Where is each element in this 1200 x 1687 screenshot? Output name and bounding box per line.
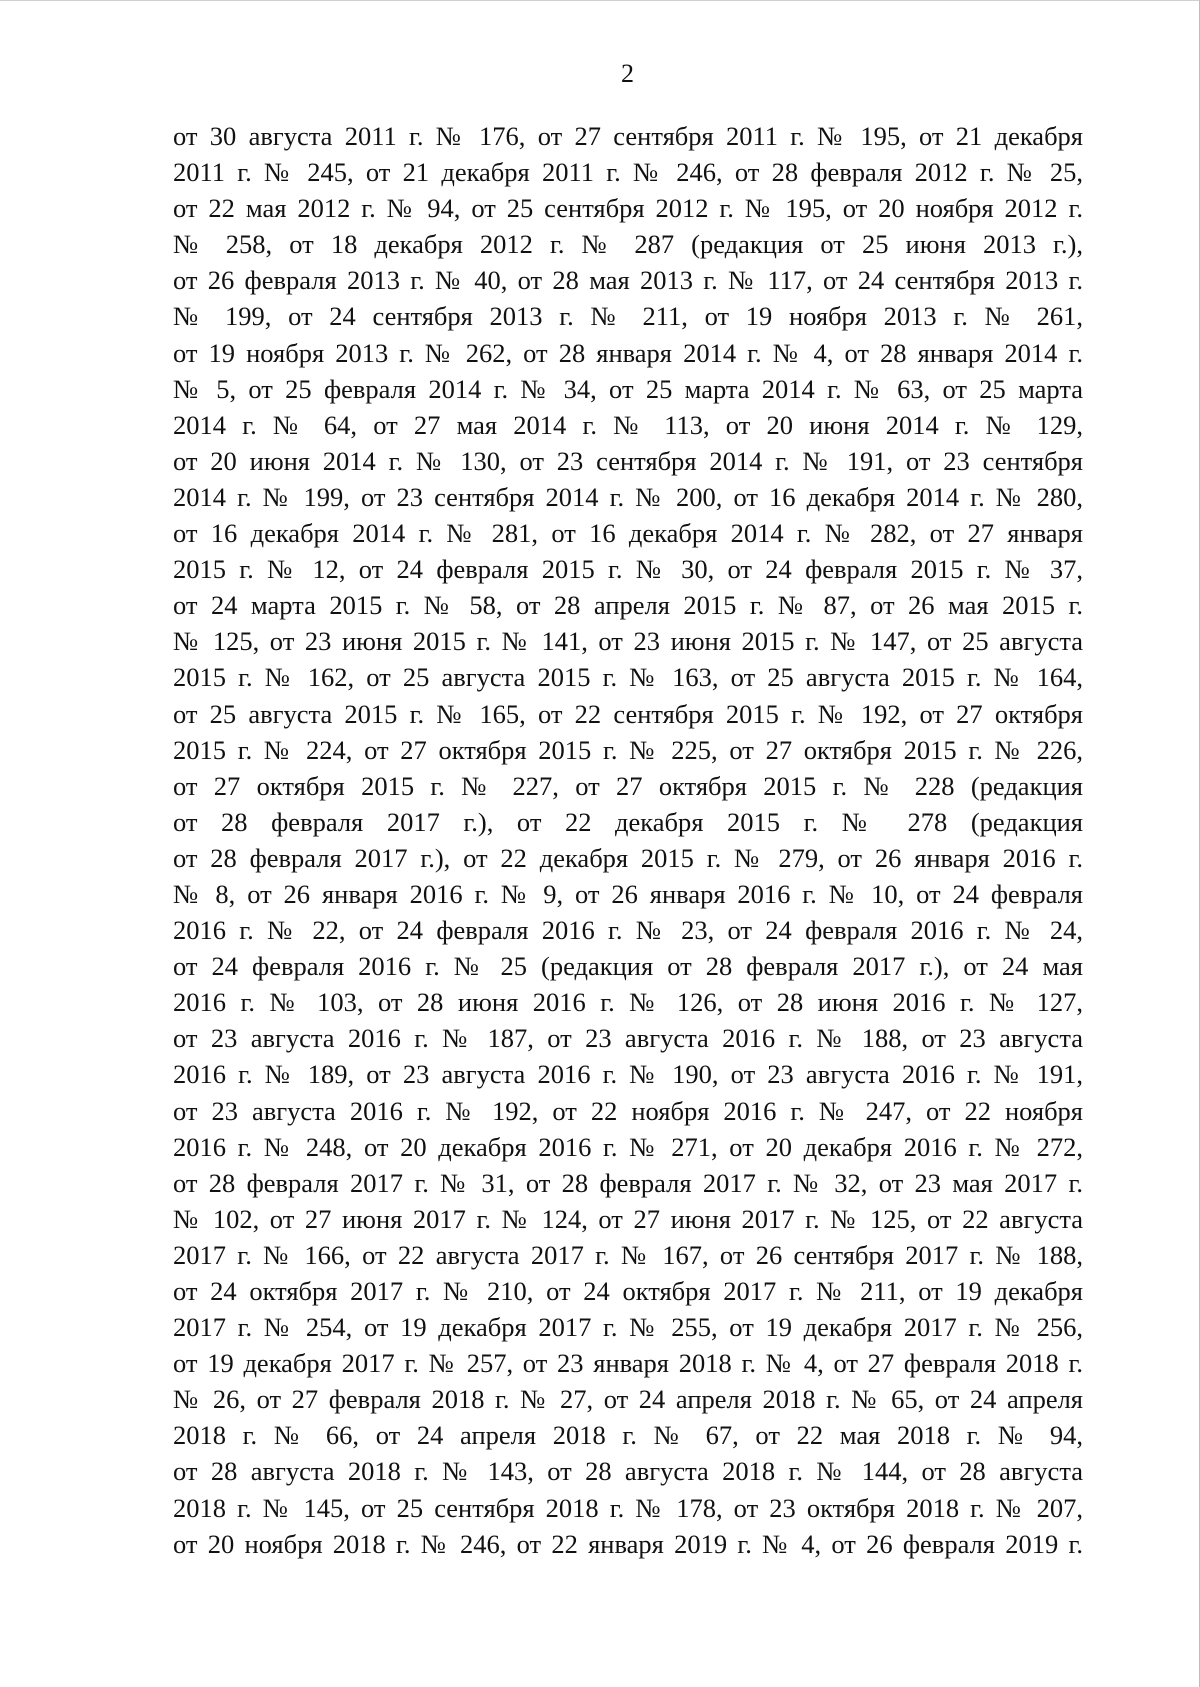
- text-line: № 26, от 27 февраля 2018 г. № 27, от 24 апреля 2018 г. № 65, от 24 апреля: [173, 1384, 1083, 1415]
- text-line: от 28 августа 2018 г. № 143, от 28 августа 2018 г. № 144, от 28 августа: [173, 1456, 1083, 1487]
- text-line: № 258, от 18 декабря 2012 г. № 287 (редакция от 25 июня 2013 г.),: [173, 229, 1083, 260]
- text-line: от 16 декабря 2014 г. № 281, от 16 декабря 2014 г. № 282, от 27 января: [173, 518, 1083, 549]
- text-line: от 26 февраля 2013 г. № 40, от 28 мая 2013 г. № 117, от 24 сентября 2013 г.: [173, 265, 1083, 296]
- text-line: от 28 февраля 2017 г.), от 22 декабря 2015 г. № 279, от 26 января 2016 г.: [173, 842, 1083, 873]
- text-line: от 25 августа 2015 г. № 165, от 22 сентября 2015 г. № 192, от 27 октября: [173, 698, 1083, 729]
- text-line: 2014 г. № 64, от 27 мая 2014 г. № 113, от 20 июня 2014 г. № 129,: [173, 409, 1083, 440]
- text-line: от 27 октября 2015 г. № 227, от 27 октября 2015 г. № 228 (редакция: [173, 770, 1083, 801]
- text-line: 2017 г. № 166, от 22 августа 2017 г. № 167, от 26 сентября 2017 г. № 188,: [173, 1239, 1083, 1270]
- text-line: № 199, от 24 сентября 2013 г. № 211, от 19 ноября 2013 г. № 261,: [173, 301, 1083, 332]
- text-line: 2015 г. № 162, от 25 августа 2015 г. № 163, от 25 августа 2015 г. № 164,: [173, 662, 1083, 693]
- text-line: 2015 г. № 12, от 24 февраля 2015 г. № 30, от 24 февраля 2015 г. № 37,: [173, 554, 1083, 585]
- text-line: № 5, от 25 февраля 2014 г. № 34, от 25 марта 2014 г. № 63, от 25 марта: [173, 373, 1083, 404]
- text-line: 2011 г. № 245, от 21 декабря 2011 г. № 246, от 28 февраля 2012 г. № 25,: [173, 157, 1083, 188]
- text-line: от 20 июня 2014 г. № 130, от 23 сентября 2014 г. № 191, от 23 сентября: [173, 445, 1083, 476]
- text-line: 2014 г. № 199, от 23 сентября 2014 г. № 200, от 16 декабря 2014 г. № 280,: [173, 481, 1083, 512]
- text-line: от 23 августа 2016 г. № 192, от 22 ноября 2016 г. № 247, от 22 ноября: [173, 1095, 1083, 1126]
- text-line: от 28 февраля 2017 г.), от 22 декабря 2015 г. № 278 (редакция: [173, 806, 1083, 837]
- text-line: 2016 г. № 189, от 23 августа 2016 г. № 190, от 23 августа 2016 г. № 191,: [173, 1059, 1083, 1090]
- text-line: 2016 г. № 248, от 20 декабря 2016 г. № 271, от 20 декабря 2016 г. № 272,: [173, 1131, 1083, 1162]
- text-line: 2018 г. № 66, от 24 апреля 2018 г. № 67, от 22 мая 2018 г. № 94,: [173, 1420, 1083, 1451]
- text-line: от 24 октября 2017 г. № 210, от 24 октября 2017 г. № 211, от 19 декабря: [173, 1276, 1083, 1306]
- text-line: от 28 февраля 2017 г. № 31, от 28 февраля 2017 г. № 32, от 23 мая 2017 г.: [173, 1167, 1083, 1198]
- body-text: [173, 118, 1083, 1562]
- text-line: 2017 г. № 254, от 19 декабря 2017 г. № 255, от 19 декабря 2017 г. № 256,: [173, 1312, 1083, 1343]
- text-line: от 30 августа 2011 г. № 176, от 27 сентября 2011 г. № 195, от 21 декабря: [173, 121, 1083, 151]
- text-line: от 22 мая 2012 г. № 94, от 25 сентября 2012 г. № 195, от 20 ноября 2012 г.: [173, 193, 1083, 224]
- text-line: от 24 февраля 2016 г. № 25 (редакция от 28 февраля 2017 г.), от 24 мая: [173, 951, 1083, 982]
- text-line: 2016 г. № 103, от 28 июня 2016 г. № 126, от 28 июня 2016 г. № 127,: [173, 987, 1083, 1018]
- text-line: от 19 ноября 2013 г. № 262, от 28 января 2014 г. № 4, от 28 января 2014 г.: [173, 337, 1083, 368]
- text-line: от 23 августа 2016 г. № 187, от 23 августа 2016 г. № 188, от 23 августа: [173, 1023, 1083, 1054]
- text-line: от 19 декабря 2017 г. № 257, от 23 января 2018 г. № 4, от 27 февраля 2018 г.: [173, 1348, 1083, 1379]
- page-number: 2: [621, 59, 634, 88]
- text-line: № 125, от 23 июня 2015 г. № 141, от 23 июня 2015 г. № 147, от 25 августа: [173, 626, 1083, 657]
- text-line: № 102, от 27 июня 2017 г. № 124, от 27 июня 2017 г. № 125, от 22 августа: [173, 1203, 1083, 1234]
- text-line: 2015 г. № 224, от 27 октября 2015 г. № 225, от 27 октября 2015 г. № 226,: [173, 734, 1083, 765]
- text-line: от 24 марта 2015 г. № 58, от 28 апреля 2015 г. № 87, от 26 мая 2015 г.: [173, 590, 1083, 621]
- text-line: 2018 г. № 145, от 25 сентября 2018 г. № 178, от 23 октября 2018 г. № 207,: [173, 1492, 1083, 1523]
- text-line: 2016 г. № 22, от 24 февраля 2016 г. № 23, от 24 февраля 2016 г. № 24,: [173, 915, 1083, 946]
- text-line: от 20 ноября 2018 г. № 246, от 22 января 2019 г. № 4, от 26 февраля 2019 г.: [173, 1528, 1083, 1559]
- text-line: № 8, от 26 января 2016 г. № 9, от 26 января 2016 г. № 10, от 24 февраля: [173, 878, 1083, 909]
